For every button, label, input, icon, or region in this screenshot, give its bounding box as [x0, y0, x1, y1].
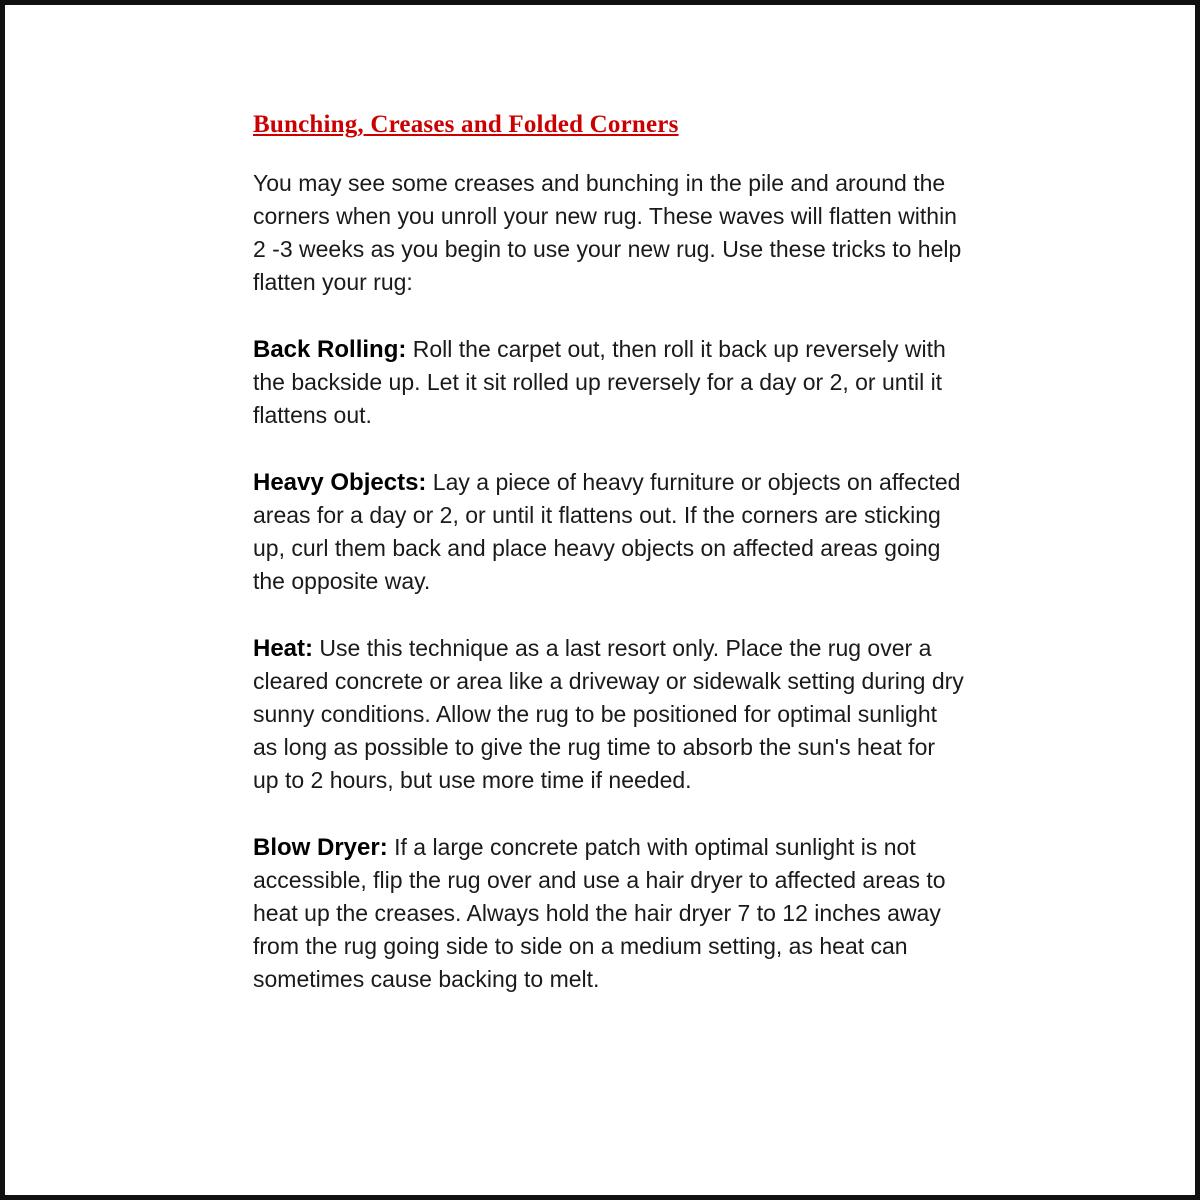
section-label: Heavy Objects:: [253, 469, 427, 496]
section-text: Lay a piece of heavy furniture or objects on affected areas for a day or 2, or until it flattens out. If the corners are sticking up, curl them back and place heavy objects on affected areas going the opposite way.: [253, 469, 961, 594]
section-back-rolling: [253, 333, 965, 432]
section-text: Roll the carpet out, then roll it back up reversely with the backside up. Let it sit rolled up reversely for a day or 2, or until it flattens out.: [253, 336, 946, 428]
section-blow-dryer: [253, 831, 965, 996]
section-text: Use this technique as a last resort only. Place the rug over a cleared concrete or area like a driveway or sidewalk setting during dry sunny conditions. Allow the rug to be positioned for optimal sunlight as long as possible to give the rug time to absorb the sun's heat for up to 2 hours, but use more time if needed.: [253, 635, 964, 793]
section-heat: [253, 632, 965, 797]
document-title: Bunching, Creases and Folded Corners: [253, 111, 679, 138]
section-label: Back Rolling:: [253, 336, 407, 363]
section-label: Heat:: [253, 635, 314, 662]
document-body: [253, 111, 965, 1030]
section-heavy-objects: [253, 466, 965, 598]
section-text: If a large concrete patch with optimal sunlight is not accessible, flip the rug over and use a hair dryer to affected areas to heat up the creases. Always hold the hair dryer 7 to 12 inches away from the rug going side to side on a medium setting, as heat can sometimes cause backing to melt.: [253, 834, 946, 992]
intro-paragraph: You may see some creases and bunching in the pile and around the corners when you unroll your new rug. These waves will flatten within 2 -3 weeks as you begin to use your new rug. Use these tricks to help flatten your rug:: [253, 170, 962, 295]
section-label: Blow Dryer:: [253, 834, 388, 861]
